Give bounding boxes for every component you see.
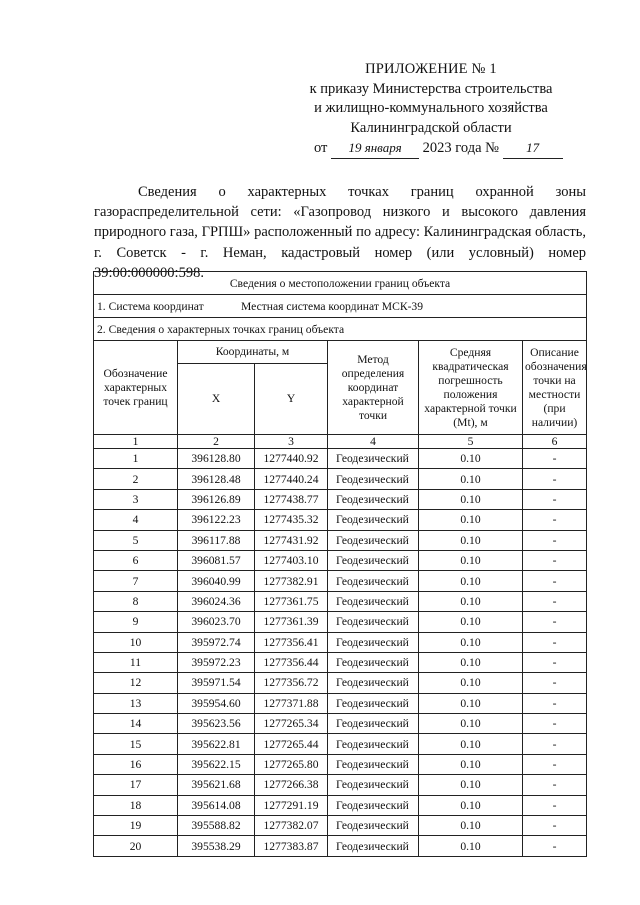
table-row bbox=[94, 693, 587, 713]
x-coordinate-cell: 395623.56 bbox=[178, 714, 255, 734]
y-coordinate-cell: 1277361.75 bbox=[255, 591, 328, 611]
point-id-cell: 13 bbox=[94, 693, 178, 713]
description-cell: - bbox=[523, 449, 587, 469]
description-cell: - bbox=[523, 734, 587, 754]
y-coordinate-cell: 1277431.92 bbox=[255, 530, 328, 550]
error-cell: 0.10 bbox=[419, 612, 523, 632]
error-cell: 0.10 bbox=[419, 530, 523, 550]
x-coordinate-cell: 395972.23 bbox=[178, 652, 255, 672]
header-coords: Координаты, м bbox=[178, 341, 328, 364]
description-cell: - bbox=[523, 652, 587, 672]
boundary-points-table bbox=[93, 271, 587, 857]
table-row bbox=[94, 510, 587, 530]
table-row bbox=[94, 550, 587, 570]
description-cell: - bbox=[523, 632, 587, 652]
y-coordinate-cell: 1277265.80 bbox=[255, 754, 328, 774]
point-id-cell: 12 bbox=[94, 673, 178, 693]
y-coordinate-cell: 1277382.07 bbox=[255, 816, 328, 836]
table-row bbox=[94, 571, 587, 591]
y-coordinate-cell: 1277356.44 bbox=[255, 652, 328, 672]
appendix-header bbox=[300, 60, 562, 159]
y-coordinate-cell: 1277265.44 bbox=[255, 734, 328, 754]
x-coordinate-cell: 395971.54 bbox=[178, 673, 255, 693]
description-cell: - bbox=[523, 673, 587, 693]
method-cell: Геодезический bbox=[328, 612, 419, 632]
x-coordinate-cell: 395588.82 bbox=[178, 816, 255, 836]
coord-system-value: Местная система координат МСК-39 bbox=[241, 299, 424, 313]
point-id-cell: 10 bbox=[94, 632, 178, 652]
appendix-line-1: к приказу Министерства строительства bbox=[309, 80, 553, 97]
description-cell: - bbox=[523, 469, 587, 489]
method-cell: Геодезический bbox=[328, 632, 419, 652]
method-cell: Геодезический bbox=[328, 754, 419, 774]
handwritten-date: 19 января bbox=[331, 138, 419, 159]
header-method: Метод определения координат характерной точки bbox=[328, 341, 419, 435]
method-cell: Геодезический bbox=[328, 510, 419, 530]
x-coordinate-cell: 395621.68 bbox=[178, 775, 255, 795]
column-number: 4 bbox=[328, 435, 419, 449]
x-coordinate-cell: 395972.74 bbox=[178, 632, 255, 652]
description-cell: - bbox=[523, 795, 587, 815]
error-cell: 0.10 bbox=[419, 795, 523, 815]
table-row bbox=[94, 795, 587, 815]
table-row bbox=[94, 775, 587, 795]
y-coordinate-cell: 1277440.24 bbox=[255, 469, 328, 489]
description-cell: - bbox=[523, 754, 587, 774]
table-row bbox=[94, 469, 587, 489]
method-cell: Геодезический bbox=[328, 489, 419, 509]
error-cell: 0.10 bbox=[419, 816, 523, 836]
x-coordinate-cell: 396023.70 bbox=[178, 612, 255, 632]
x-coordinate-cell: 396024.36 bbox=[178, 591, 255, 611]
appendix-line-3: Калининградской области bbox=[350, 119, 512, 136]
method-cell: Геодезический bbox=[328, 469, 419, 489]
coord-system-row bbox=[94, 295, 587, 318]
description-cell: - bbox=[523, 571, 587, 591]
x-coordinate-cell: 396081.57 bbox=[178, 550, 255, 570]
y-coordinate-cell: 1277440.92 bbox=[255, 449, 328, 469]
points-section-title: 2. Сведения о характерных точках границ объекта bbox=[94, 318, 587, 341]
table-row bbox=[94, 591, 587, 611]
table-row bbox=[94, 734, 587, 754]
description-cell: - bbox=[523, 510, 587, 530]
method-cell: Геодезический bbox=[328, 449, 419, 469]
table-row bbox=[94, 632, 587, 652]
error-cell: 0.10 bbox=[419, 652, 523, 672]
error-cell: 0.10 bbox=[419, 510, 523, 530]
date-prefix: от bbox=[314, 140, 328, 157]
error-cell: 0.10 bbox=[419, 489, 523, 509]
description-cell: - bbox=[523, 489, 587, 509]
x-coordinate-cell: 395538.29 bbox=[178, 836, 255, 856]
x-coordinate-cell: 396126.89 bbox=[178, 489, 255, 509]
description-cell: - bbox=[523, 550, 587, 570]
method-cell: Геодезический bbox=[328, 816, 419, 836]
point-id-cell: 8 bbox=[94, 591, 178, 611]
description-cell: - bbox=[523, 816, 587, 836]
point-id-cell: 5 bbox=[94, 530, 178, 550]
method-cell: Геодезический bbox=[328, 836, 419, 856]
column-number: 6 bbox=[523, 435, 587, 449]
point-id-cell: 19 bbox=[94, 816, 178, 836]
table-row bbox=[94, 652, 587, 672]
y-coordinate-cell: 1277356.41 bbox=[255, 632, 328, 652]
method-cell: Геодезический bbox=[328, 673, 419, 693]
column-number: 2 bbox=[178, 435, 255, 449]
method-cell: Геодезический bbox=[328, 693, 419, 713]
coord-system-label: 1. Система координат bbox=[97, 299, 204, 313]
error-cell: 0.10 bbox=[419, 673, 523, 693]
point-id-cell: 4 bbox=[94, 510, 178, 530]
table-row bbox=[94, 449, 587, 469]
x-coordinate-cell: 395622.15 bbox=[178, 754, 255, 774]
method-cell: Геодезический bbox=[328, 550, 419, 570]
intro-text: Сведения о характерных точках границ охранной зоны газораспределительной сети: «Газопровод низкого и высокого давления природного газа, ГРПШ» расположенный по адресу: Калининградская область, г. Советск - г. Неман, кадастровый номер (или условный) номер 39:00:000000:598. bbox=[94, 184, 586, 281]
error-cell: 0.10 bbox=[419, 714, 523, 734]
point-id-cell: 14 bbox=[94, 714, 178, 734]
table-row bbox=[94, 530, 587, 550]
appendix-line-2: и жилищно-коммунального хозяйства bbox=[314, 100, 548, 117]
description-cell: - bbox=[523, 693, 587, 713]
error-cell: 0.10 bbox=[419, 693, 523, 713]
y-coordinate-cell: 1277266.38 bbox=[255, 775, 328, 795]
column-number: 1 bbox=[94, 435, 178, 449]
point-id-cell: 17 bbox=[94, 775, 178, 795]
appendix-date-line bbox=[300, 138, 562, 159]
y-coordinate-cell: 1277383.87 bbox=[255, 836, 328, 856]
point-id-cell: 20 bbox=[94, 836, 178, 856]
table-row bbox=[94, 673, 587, 693]
date-year: 2023 года № bbox=[422, 140, 499, 157]
method-cell: Геодезический bbox=[328, 775, 419, 795]
error-cell: 0.10 bbox=[419, 836, 523, 856]
header-point-id: Обозначение характерных точек границ bbox=[94, 341, 178, 435]
error-cell: 0.10 bbox=[419, 591, 523, 611]
method-cell: Геодезический bbox=[328, 571, 419, 591]
table-row bbox=[94, 816, 587, 836]
error-cell: 0.10 bbox=[419, 734, 523, 754]
description-cell: - bbox=[523, 775, 587, 795]
y-coordinate-cell: 1277438.77 bbox=[255, 489, 328, 509]
column-number: 5 bbox=[419, 435, 523, 449]
y-coordinate-cell: 1277291.19 bbox=[255, 795, 328, 815]
y-coordinate-cell: 1277356.72 bbox=[255, 673, 328, 693]
appendix-title: ПРИЛОЖЕНИЕ № 1 bbox=[365, 61, 497, 77]
header-description: Описание обозначения точки на местности (при наличии) bbox=[523, 341, 587, 435]
column-number: 3 bbox=[255, 435, 328, 449]
header-error: Средняя квадратическая погрешность положения характерной точки (Mt), м bbox=[419, 341, 523, 435]
table-row bbox=[94, 489, 587, 509]
y-coordinate-cell: 1277361.39 bbox=[255, 612, 328, 632]
error-cell: 0.10 bbox=[419, 571, 523, 591]
intro-paragraph bbox=[94, 182, 586, 283]
table-row bbox=[94, 754, 587, 774]
method-cell: Геодезический bbox=[328, 530, 419, 550]
point-id-cell: 15 bbox=[94, 734, 178, 754]
x-coordinate-cell: 396117.88 bbox=[178, 530, 255, 550]
section-title: Сведения о местоположении границ объекта bbox=[94, 272, 587, 295]
table-row bbox=[94, 612, 587, 632]
y-coordinate-cell: 1277382.91 bbox=[255, 571, 328, 591]
description-cell: - bbox=[523, 714, 587, 734]
description-cell: - bbox=[523, 836, 587, 856]
description-cell: - bbox=[523, 530, 587, 550]
method-cell: Геодезический bbox=[328, 591, 419, 611]
x-coordinate-cell: 395614.08 bbox=[178, 795, 255, 815]
table-row bbox=[94, 714, 587, 734]
point-id-cell: 16 bbox=[94, 754, 178, 774]
header-y: Y bbox=[255, 364, 328, 435]
point-id-cell: 9 bbox=[94, 612, 178, 632]
y-coordinate-cell: 1277265.34 bbox=[255, 714, 328, 734]
point-id-cell: 3 bbox=[94, 489, 178, 509]
x-coordinate-cell: 396122.23 bbox=[178, 510, 255, 530]
description-cell: - bbox=[523, 612, 587, 632]
handwritten-number: 17 bbox=[503, 138, 563, 159]
point-id-cell: 7 bbox=[94, 571, 178, 591]
error-cell: 0.10 bbox=[419, 550, 523, 570]
table-row bbox=[94, 836, 587, 856]
header-x: X bbox=[178, 364, 255, 435]
point-id-cell: 2 bbox=[94, 469, 178, 489]
x-coordinate-cell: 396040.99 bbox=[178, 571, 255, 591]
method-cell: Геодезический bbox=[328, 652, 419, 672]
point-id-cell: 6 bbox=[94, 550, 178, 570]
error-cell: 0.10 bbox=[419, 449, 523, 469]
method-cell: Геодезический bbox=[328, 795, 419, 815]
error-cell: 0.10 bbox=[419, 469, 523, 489]
point-id-cell: 18 bbox=[94, 795, 178, 815]
y-coordinate-cell: 1277403.10 bbox=[255, 550, 328, 570]
method-cell: Геодезический bbox=[328, 734, 419, 754]
y-coordinate-cell: 1277435.32 bbox=[255, 510, 328, 530]
description-cell: - bbox=[523, 591, 587, 611]
x-coordinate-cell: 395954.60 bbox=[178, 693, 255, 713]
y-coordinate-cell: 1277371.88 bbox=[255, 693, 328, 713]
error-cell: 0.10 bbox=[419, 632, 523, 652]
error-cell: 0.10 bbox=[419, 775, 523, 795]
error-cell: 0.10 bbox=[419, 754, 523, 774]
x-coordinate-cell: 395622.81 bbox=[178, 734, 255, 754]
x-coordinate-cell: 396128.80 bbox=[178, 449, 255, 469]
x-coordinate-cell: 396128.48 bbox=[178, 469, 255, 489]
point-id-cell: 11 bbox=[94, 652, 178, 672]
point-id-cell: 1 bbox=[94, 449, 178, 469]
method-cell: Геодезический bbox=[328, 714, 419, 734]
